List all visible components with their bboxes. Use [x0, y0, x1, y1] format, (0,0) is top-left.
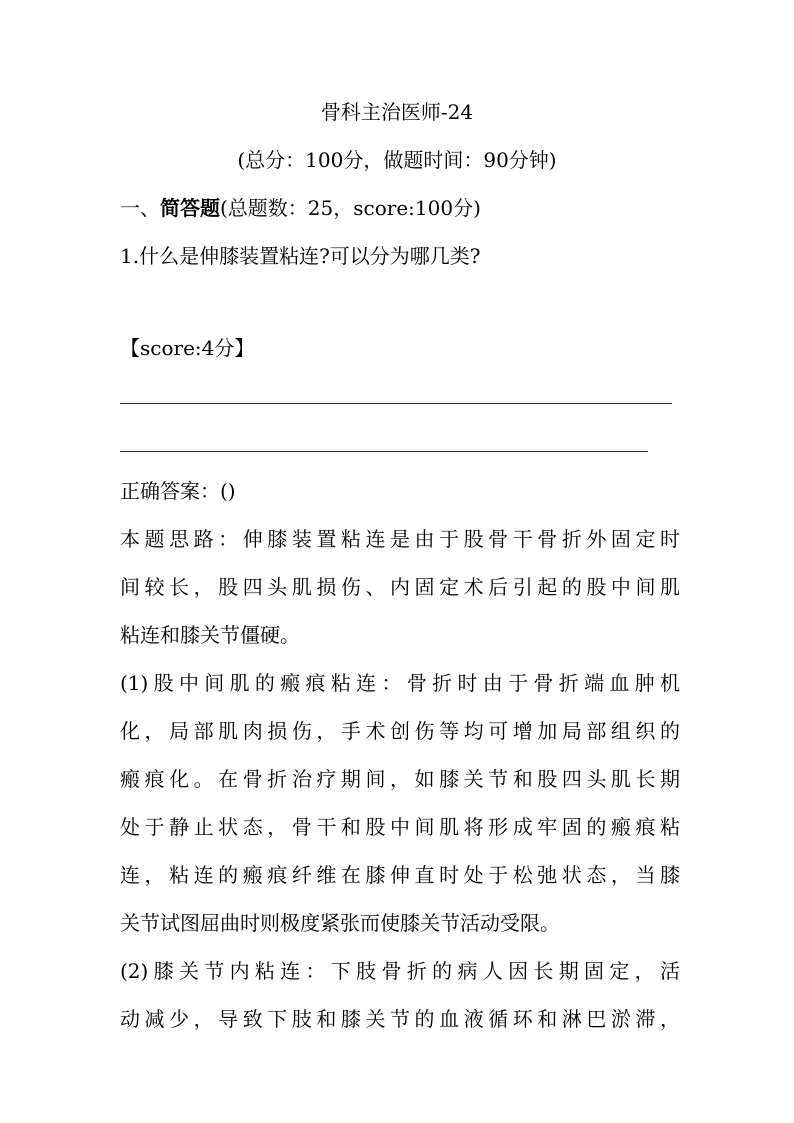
- answer-line: 化，局部肌肉损伤，手术创伤等均可增加局部组织的: [120, 719, 680, 743]
- answer-line: 粘连和膝关节僵硬。: [120, 623, 300, 647]
- answer-line: 间较长，股四头肌损伤、内固定术后引起的股中间肌: [120, 575, 680, 599]
- answer-line: 连，粘连的瘢痕纤维在膝伸直时处于松弛状态，当膝: [120, 863, 680, 887]
- question-text: 1.什么是伸膝装置粘连?可以分为哪几类?: [120, 244, 481, 268]
- answer-line: 处于静止状态，骨干和股中间肌将形成牢固的瘢痕粘: [120, 815, 680, 839]
- answer-line: (1)股中间肌的瘢痕粘连：骨折时由于骨折端血肿机: [120, 671, 680, 695]
- answer-line: (2)膝关节内粘连：下肢骨折的病人因长期固定，活: [120, 959, 680, 983]
- answer-line: 本题思路：伸膝装置粘连是由于股骨干骨折外固定时: [120, 527, 680, 551]
- question-score: 【score:4分】: [120, 336, 255, 360]
- section-prefix: 一、: [120, 196, 160, 220]
- answer-rule-1: [120, 403, 672, 404]
- section-name: 简答题: [160, 196, 220, 220]
- answer-rule-2: [120, 451, 648, 452]
- answer-line: 瘢痕化。在骨折治疗期间，如膝关节和股四头肌长期: [120, 767, 680, 791]
- document-subtitle: (总分：100分，做题时间：90分钟): [237, 148, 557, 172]
- answer-line: 关节试图屈曲时则极度紧张而使膝关节活动受限。: [120, 911, 560, 935]
- correct-answer-label: 正确答案：(): [120, 479, 236, 503]
- document-title: 骨科主治医师-24: [320, 100, 474, 124]
- section-info: (总题数：25，score:100分): [220, 196, 481, 220]
- answer-line: 动减少，导致下肢和膝关节的血液循环和淋巴淤滞，: [120, 1007, 680, 1031]
- section-heading: [120, 196, 481, 220]
